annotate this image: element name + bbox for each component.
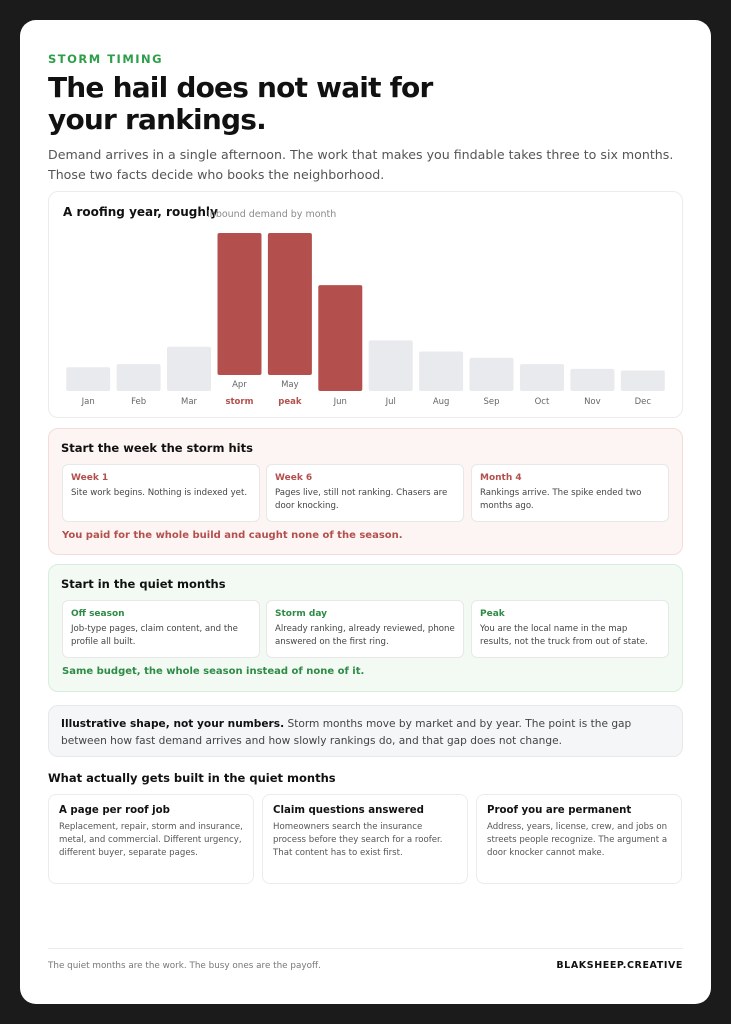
built-card-head: A page per roof job [59, 805, 170, 816]
step-card [471, 600, 669, 658]
built-card [476, 794, 682, 884]
tick-label-dec: Dec [634, 397, 652, 407]
disclaimer-text: Storm months move by market and by year. The point is the gap between how fast demand arrives and how slowly rankings do, and that gap does not change. [61, 718, 632, 747]
step-body: Pages live, still not ranking. Chasers are door knocking. [275, 488, 448, 511]
storm-start-card [48, 428, 683, 555]
storm-start-steps [62, 464, 669, 522]
bar-dec [621, 371, 665, 392]
built-card-head: Claim questions answered [273, 805, 424, 816]
bar-oct [520, 364, 564, 391]
tick-label-oct: Oct [534, 397, 550, 407]
built-section-title: What actually gets built in the quiet months [48, 771, 336, 785]
bar-jun [318, 285, 362, 391]
page-title: The hail does not wait for your rankings. [48, 71, 433, 136]
built-card [48, 794, 254, 884]
step-card [471, 464, 669, 522]
brand-logo: BLAKSHEEP.CREATIVE [556, 960, 683, 971]
bar-may [268, 233, 312, 375]
bar-mar [167, 347, 211, 391]
bar-nov [570, 369, 614, 391]
tick-label-apr: Apr [232, 380, 247, 390]
step-head: Peak [480, 609, 505, 619]
quiet-start-card [48, 564, 683, 692]
tick-label-jun: Jun [333, 397, 347, 407]
built-card-head: Proof you are permanent [487, 805, 632, 816]
bar-aug [419, 352, 463, 392]
step-body: Site work begins. Nothing is indexed yet. [71, 488, 248, 498]
tick-label-aug: Aug [432, 397, 450, 407]
footer-tagline: The quiet months are the work. The busy ones are the payoff. [48, 961, 321, 971]
step-body: You are the local name in the map results, not the truck from out of state. [480, 624, 648, 647]
bar-sep [470, 358, 514, 391]
tick-label-mar: Mar [181, 397, 198, 407]
eyebrow-label: STORM TIMING [48, 52, 164, 66]
step-body: Already ranking, already reviewed, phone answered on the first ring. [275, 624, 455, 647]
step-head: Week 6 [275, 473, 313, 483]
tick-label-nov: Nov [584, 397, 601, 407]
built-cards [48, 794, 683, 884]
step-head: Storm day [275, 609, 328, 619]
quiet-start-steps [62, 600, 669, 658]
built-card-body: Homeowners search the insurance process before they search for a roofer. That content has to exist first. [273, 822, 443, 858]
quiet-start-title: Start in the quiet months [61, 577, 226, 591]
disclaimer-bold: Illustrative shape, not your numbers. [61, 718, 285, 730]
tick-label-sep: Sep [483, 397, 500, 407]
built-card [262, 794, 468, 884]
quiet-start-outcome: Same budget, the whole season instead of none of it. [62, 666, 365, 677]
bar-feb [117, 364, 161, 391]
step-card [266, 600, 464, 658]
step-card [62, 464, 260, 522]
bar-jan [66, 367, 110, 391]
annotation-storm: storm [225, 397, 254, 407]
demand-chart-card [48, 191, 683, 418]
bar-jul [369, 340, 413, 391]
demand-chart [49, 192, 682, 417]
step-body: Rankings arrive. The spike ended two months ago. [480, 488, 642, 511]
storm-start-title: Start the week the storm hits [61, 441, 253, 455]
step-card [266, 464, 464, 522]
tick-label-feb: Feb [131, 397, 147, 407]
built-card-body: Address, years, license, crew, and jobs on streets people recognize. The argument a door knocker cannot make. [487, 822, 668, 858]
step-body: Job-type pages, claim content, and the profile all built. [71, 624, 238, 647]
step-head: Off season [71, 609, 125, 619]
step-head: Month 4 [480, 473, 522, 483]
tick-label-may: May [281, 380, 299, 390]
chart-subtitle: Inbound demand by month [207, 209, 337, 220]
storm-start-outcome: You paid for the whole build and caught none of the season. [62, 530, 403, 541]
lede-text: Demand arrives in a single afternoon. The work that makes you findable takes three to six months. Those two facts decide who books the neighborhood. [48, 147, 674, 182]
chart-title: A roofing year, roughly [63, 205, 218, 219]
footer-divider [48, 948, 683, 949]
tick-label-jul: Jul [385, 397, 396, 407]
annotation-peak: peak [278, 397, 302, 407]
built-card-body: Replacement, repair, storm and insurance, metal, and commercial. Different urgency, different buyer, separate pages. [59, 822, 243, 858]
tick-label-jan: Jan [81, 397, 95, 407]
step-head: Week 1 [71, 473, 109, 483]
bar-apr [218, 233, 262, 375]
page-card [20, 20, 711, 1004]
disclaimer-note [48, 705, 683, 757]
step-card [62, 600, 260, 658]
